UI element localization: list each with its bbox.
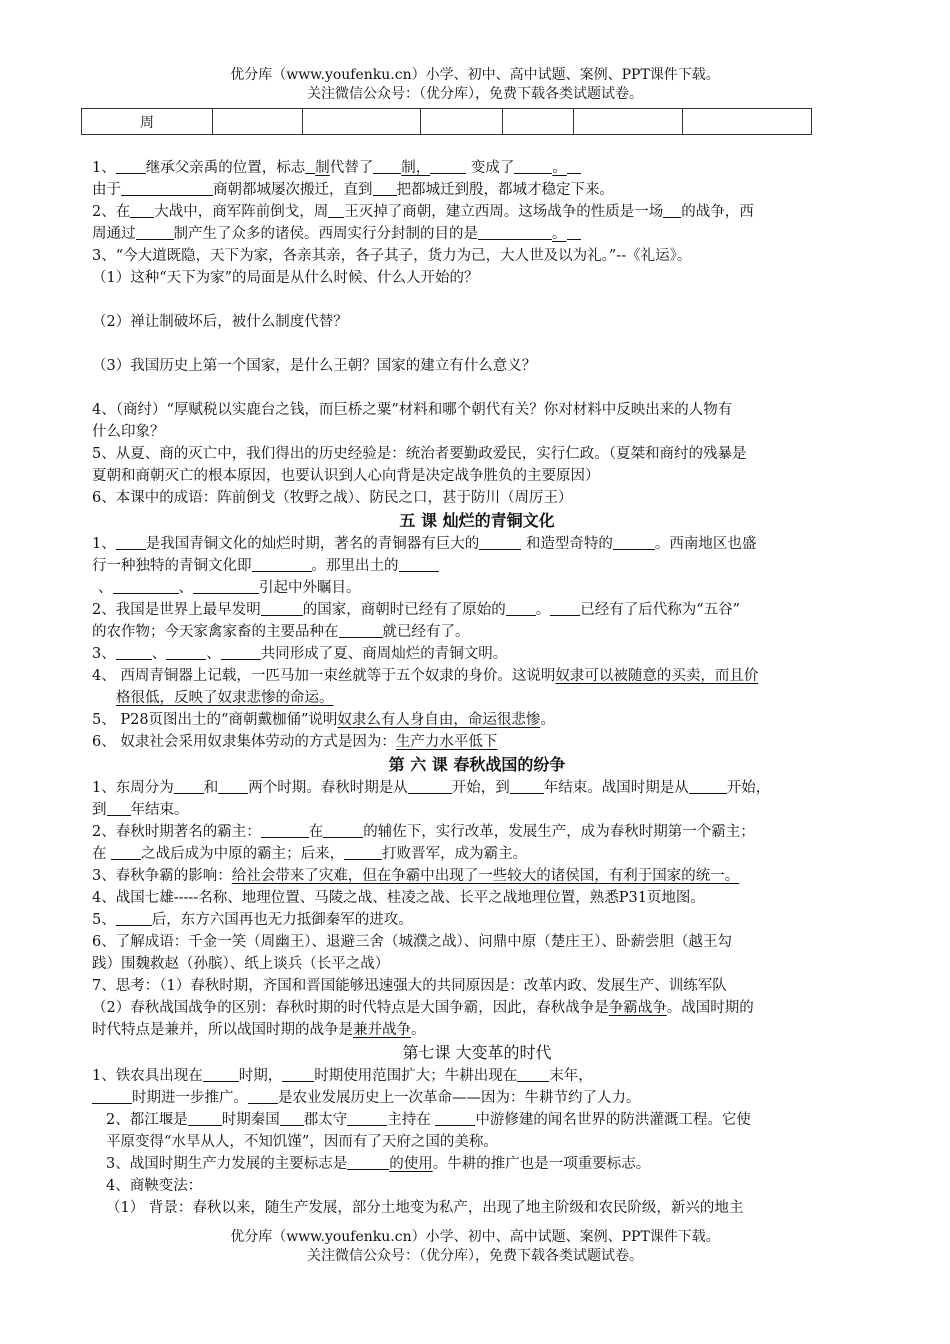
question-5-1: 1、 是我国青铜文化的灿烂时期，著名的青铜器有巨大的 和造型奇特的 。西南地区也盛 <box>92 536 757 552</box>
table-cell <box>503 109 574 135</box>
question-5-4-cont: 格很低，反映了奴隶悲惨的命运。 <box>116 690 334 706</box>
lesson-7-title: 第七课 大变革的时代 <box>402 1043 552 1062</box>
question-4-4-cont: 什么印象？ <box>92 424 165 440</box>
question-6-6: 6、了解成语：千金一笑（周幽王）、退避三舍（城濮之战）、问鼎中原（楚庄王）、卧薪尝胆（越王勾 <box>92 934 732 950</box>
blank[interactable] <box>261 600 303 616</box>
blank[interactable] <box>203 1066 239 1082</box>
question-5-1-cont2: 、 、 引起中外瞩目。 <box>98 580 361 596</box>
question-6-1-cont: 到 年结束。 <box>92 802 189 818</box>
question-6-2: 2、春秋时期著名的霸主： 在 的辅佐下，实行改革，发展生产，成为春秋时期第一个霸主； <box>92 824 755 840</box>
question-4-3-1: （1）这种“天下为家”的局面是从什么时候、什么人开始的？ <box>92 270 479 286</box>
blank[interactable] <box>121 180 213 196</box>
table-cell <box>303 109 421 135</box>
question-4-2-cont: 周通过 制产生了众多的诸侯。西周实行分封制的目的是 。 <box>92 223 862 245</box>
blank[interactable] <box>344 844 382 860</box>
blank[interactable] <box>347 1110 387 1126</box>
table-cell <box>213 109 303 135</box>
table-cell <box>574 109 683 135</box>
question-7-4: 4、商鞅变法： <box>106 1178 203 1194</box>
question-6-7-2: （2）春秋战国战争的区别：春秋时期的时代特点是大国争霸，因此，春秋战争是争霸战争。战国时期的 <box>92 1000 754 1016</box>
question-4-1: 1、 继承父亲禹的位置，标志 制代替了 制， 变成了 。 <box>92 157 862 179</box>
blank[interactable] <box>166 644 206 660</box>
question-7-3: 3、战国时期生产力发展的主要标志是 的使用。牛耕的推广也是一项重要标志。 <box>106 1156 651 1172</box>
blank[interactable] <box>193 578 259 594</box>
blank[interactable] <box>116 644 152 660</box>
blank[interactable] <box>373 180 397 196</box>
worksheet-content <box>92 157 862 1219</box>
lesson-6-title: 第 六 课 春秋战国的纷争 <box>388 755 566 774</box>
header-line-1: 优分库（www.youfenku.cn）小学、初中、高中试题、案例、PPT课件下载。 <box>230 67 720 83</box>
question-4-5-cont: 夏朝和商朝灭亡的根本原因，也要认识到人心向背是决定战争胜负的主要原因） <box>92 468 600 484</box>
blank[interactable] <box>252 556 312 572</box>
blank[interactable] <box>373 158 401 174</box>
table-cell-week: 周 <box>82 109 213 135</box>
blank[interactable] <box>567 158 581 174</box>
question-4-4: 4、（商纣）“厚赋税以实鹿台之钱，而巨桥之粟”材料和哪个朝代有关？你对材料中反映出来的人物有 <box>92 402 733 418</box>
question-5-2: 2、我国是世界上最早发明 的国家，商朝时已经有了原始的 。 已经有了后代称为“五谷” <box>92 602 741 618</box>
blank[interactable] <box>113 578 179 594</box>
blank[interactable] <box>430 158 466 174</box>
blank[interactable] <box>567 224 581 240</box>
page-header <box>0 66 950 104</box>
table-cell <box>683 109 812 135</box>
week-table <box>81 108 812 135</box>
blank[interactable] <box>408 778 452 794</box>
footer-line-2: 关注微信公众号：（优分库），免费下载各类试题试卷。 <box>307 1248 643 1264</box>
blank[interactable] <box>261 822 309 838</box>
question-7-2: 2、都江堰是 时期秦国 郡太守 主持在 中游修建的闻名世界的防洪灌溉工程。它使 <box>106 1112 751 1128</box>
question-4-3: 3、“今大道既隐，天下为家，各亲其亲，各子其子，货力为己，大人世及以为礼。”--《礼运》。 <box>92 248 692 264</box>
question-7-1: 1、铁农具出现在 时期， 时期使用范围扩大；牛耕出现在 末年， <box>92 1068 593 1084</box>
table-cell <box>421 109 503 135</box>
blank[interactable] <box>188 1110 222 1126</box>
blank[interactable] <box>136 224 174 240</box>
question-4-3-2: （2）禅让制破坏后，被什么制度代替？ <box>92 314 348 330</box>
blank[interactable] <box>399 556 439 572</box>
question-4-5: 5、从夏、商的灭亡中，我们得出的历史经验是：统治者要勤政爱民，实行仁政。（夏桀和商纣的残暴是 <box>92 446 747 462</box>
question-6-4: 4、战国七雄-----名称、地理位置、马陵之战、桂凌之战、长平之战地理位置，熟悉P31页地图。 <box>92 890 705 906</box>
question-7-2-cont: 平原变得“水旱从人，不知饥馑”，因而有了天府之国的美称。 <box>106 1134 498 1150</box>
blank[interactable] <box>280 1110 304 1126</box>
question-4-1-cont: 由于 商朝都城屡次搬迁，直到 把都城迁到殷，都城才稳定下来。 <box>92 182 614 198</box>
question-5-2-cont: 的农作物；今天家禽家畜的主要品种在 就已经有了。 <box>92 624 470 640</box>
question-5-4: 4、 西周青铜器上记载，一匹马加一束丝就等于五个奴隶的身价。这说明奴隶可以被随意的买卖，而且价 <box>92 668 759 684</box>
question-5-1-cont: 行一种独特的青铜文化即 。那里出土的 <box>92 555 862 577</box>
blank[interactable] <box>517 1066 549 1082</box>
blank[interactable] <box>282 1066 314 1082</box>
blank[interactable] <box>347 1154 389 1170</box>
question-6-7-2-cont: 时代特点是兼并，所以战国时期的战争是兼并战争。 <box>92 1022 426 1038</box>
blank[interactable] <box>689 778 727 794</box>
blank[interactable] <box>339 622 383 638</box>
question-6-6-cont: 践）围魏救赵（孙膑）、纸上谈兵（长平之战） <box>92 956 390 972</box>
question-7-1-cont: 时期进一步推广。 是农业发展历史上一次革命——因为：牛耕节约了人力。 <box>92 1087 862 1109</box>
blank[interactable] <box>107 800 131 816</box>
lesson-5-title: 五 课 灿烂的青铜文化 <box>399 511 555 530</box>
blank[interactable] <box>479 534 521 550</box>
question-5-5: 5、 P28页图出土的“商朝戴枷俑”说明奴隶么有人身自由，命运很悲惨。 <box>92 712 555 728</box>
blank[interactable] <box>323 822 363 838</box>
blank[interactable] <box>174 778 204 794</box>
question-7-4-1: （1） 背景：春秋以来，随生产发展，部分土地变为私产，出现了地主阶级和农民阶级，新兴的地主 <box>106 1200 744 1216</box>
question-4-2: 2、在 大战中，商军阵前倒戈，周 王灭掉了商朝，建立西周。这场战争的性质是一场 的战争，西 <box>92 204 754 220</box>
header-line-2: 关注微信公众号：（优分库），免费下载各类试题试卷。 <box>307 86 643 102</box>
blank[interactable] <box>116 158 146 174</box>
question-4-6: 6、本课中的成语：阵前倒戈（牧野之战）、防民之口，甚于防川（周厉王） <box>92 490 573 506</box>
blank[interactable] <box>435 1110 475 1126</box>
blank[interactable] <box>550 600 580 616</box>
question-6-2-cont: 在 之战后成为中原的霸主；后来， 打败晋军，成为霸主。 <box>92 846 528 862</box>
question-5-3: 3、 、 、 共同形成了夏、商周灿烂的青铜文明。 <box>92 646 508 662</box>
blank[interactable] <box>510 778 544 794</box>
blank[interactable] <box>116 534 146 550</box>
blank[interactable] <box>116 910 152 926</box>
blank[interactable] <box>111 844 141 860</box>
blank[interactable] <box>130 202 154 218</box>
table-row <box>82 109 812 135</box>
page-footer <box>0 1228 950 1266</box>
blank[interactable] <box>92 1088 132 1104</box>
footer-line-1: 优分库（www.youfenku.cn）小学、初中、高中试题、案例、PPT课件下载。 <box>230 1229 720 1245</box>
blank[interactable] <box>218 778 248 794</box>
blank[interactable] <box>663 202 681 218</box>
blank[interactable] <box>506 600 536 616</box>
blank[interactable] <box>328 202 344 218</box>
blank[interactable] <box>514 158 552 174</box>
blank[interactable] <box>478 224 552 240</box>
question-6-3: 3、春秋争霸的影响：给社会带来了灾难，但在争霸中出现了一些较大的诸侯国，有利于国家的统一。 <box>92 868 740 884</box>
question-6-7: 7、思考：（1）春秋时期，齐国和晋国能够迅速强大的共同原因是：改革内政、发展生产、训练军队 <box>92 978 727 994</box>
blank[interactable] <box>248 1088 278 1104</box>
question-6-5: 5、 后，东方六国再也无力抵御秦军的进攻。 <box>92 912 413 928</box>
question-5-6: 6、 奴隶社会采用奴隶集体劳动的方式是因为：生产力水平低下 <box>92 734 498 750</box>
blank[interactable] <box>305 158 315 174</box>
question-6-1: 1、东周分为 和 两个时期。春秋时期是从 开始，到 年结束。战国时期是从 开始， <box>92 780 771 796</box>
blank[interactable] <box>613 534 655 550</box>
blank[interactable] <box>221 644 261 660</box>
question-4-3-3: （3）我国历史上第一个国家，是什么王朝？国家的建立有什么意义？ <box>92 358 537 374</box>
